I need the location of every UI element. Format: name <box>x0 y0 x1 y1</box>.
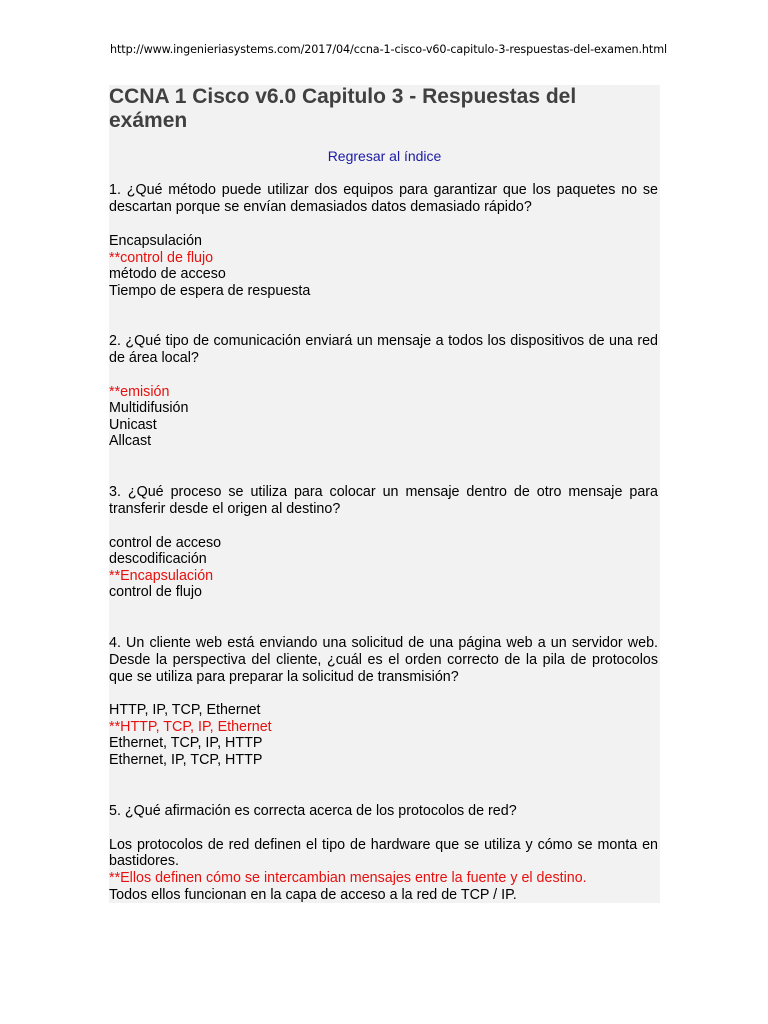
question-3-option-3-correct: **Encapsulación <box>109 567 214 584</box>
question-2-option-2: Multidifusión <box>109 400 189 416</box>
question-5-text: 5. ¿Qué afirmación es correcta acerca de los protocolos de red? <box>109 803 517 819</box>
question-3-option-1: control de acceso <box>109 534 222 551</box>
question-3-option-2: descodificación <box>109 551 207 567</box>
question-5-option-3: Todos ellos funcionan en la capa de acceso a la red de TCP / IP. <box>109 886 517 903</box>
question-1-option-3: método de acceso <box>109 266 226 282</box>
question-1-option-1: Encapsulación <box>109 233 202 249</box>
question-1-option-4: Tiempo de espera de respuesta <box>109 282 311 299</box>
page-title: CCNA 1 Cisco v6.0 Capitulo 3 - Respuestas del exámen <box>109 85 577 132</box>
question-4-option-3: Ethernet, TCP, IP, HTTP <box>109 735 263 751</box>
question-4-text: 4. Un cliente web está enviando una solicitud de una página web a un servidor web. Desde la perspectiva del cliente, ¿cuál es el orden correcto de la pila de protocolos que se utiliza para preparar la solicitud de transmisión? <box>109 635 658 685</box>
back-to-index-link[interactable]: Regresar al índice <box>327 148 442 164</box>
question-4-option-4: Ethernet, IP, TCP, HTTP <box>109 751 263 768</box>
question-5-option-2-correct: **Ellos definen cómo se intercambian mensajes entre la fuente y el destino. <box>109 870 587 886</box>
source-url[interactable]: http://www.ingenieriasystems.com/2017/04/ccna-1-cisco-v60-capitulo-3-respuestas-del-examen.html <box>110 43 668 56</box>
question-2-text: 2. ¿Qué tipo de comunicación enviará un mensaje a todos los dispositivos de una red de área local? <box>109 333 658 366</box>
question-4-option-1: HTTP, IP, TCP, Ethernet <box>109 702 261 718</box>
question-3-text: 3. ¿Qué proceso se utiliza para colocar un mensaje dentro de otro mensaje para transferir desde el origen al destino? <box>109 484 658 517</box>
question-2-option-1-correct: **emisión <box>109 383 170 400</box>
question-2-option-3: Unicast <box>109 416 157 433</box>
question-2-option-4: Allcast <box>109 433 152 449</box>
question-4-option-2-correct: **HTTP, TCP, IP, Ethernet <box>109 718 272 735</box>
question-3-option-4: control de flujo <box>109 584 202 600</box>
document-panel <box>109 85 660 903</box>
question-1-text: 1. ¿Qué método puede utilizar dos equipos para garantizar que los paquetes no se descartan porque se envían demasiados datos demasiado rápido? <box>109 182 658 215</box>
question-5-option-1: Los protocolos de red definen el tipo de hardware que se utiliza y cómo se monta en bastidores. <box>109 836 658 870</box>
question-1-option-2-correct: **control de flujo <box>109 249 214 266</box>
